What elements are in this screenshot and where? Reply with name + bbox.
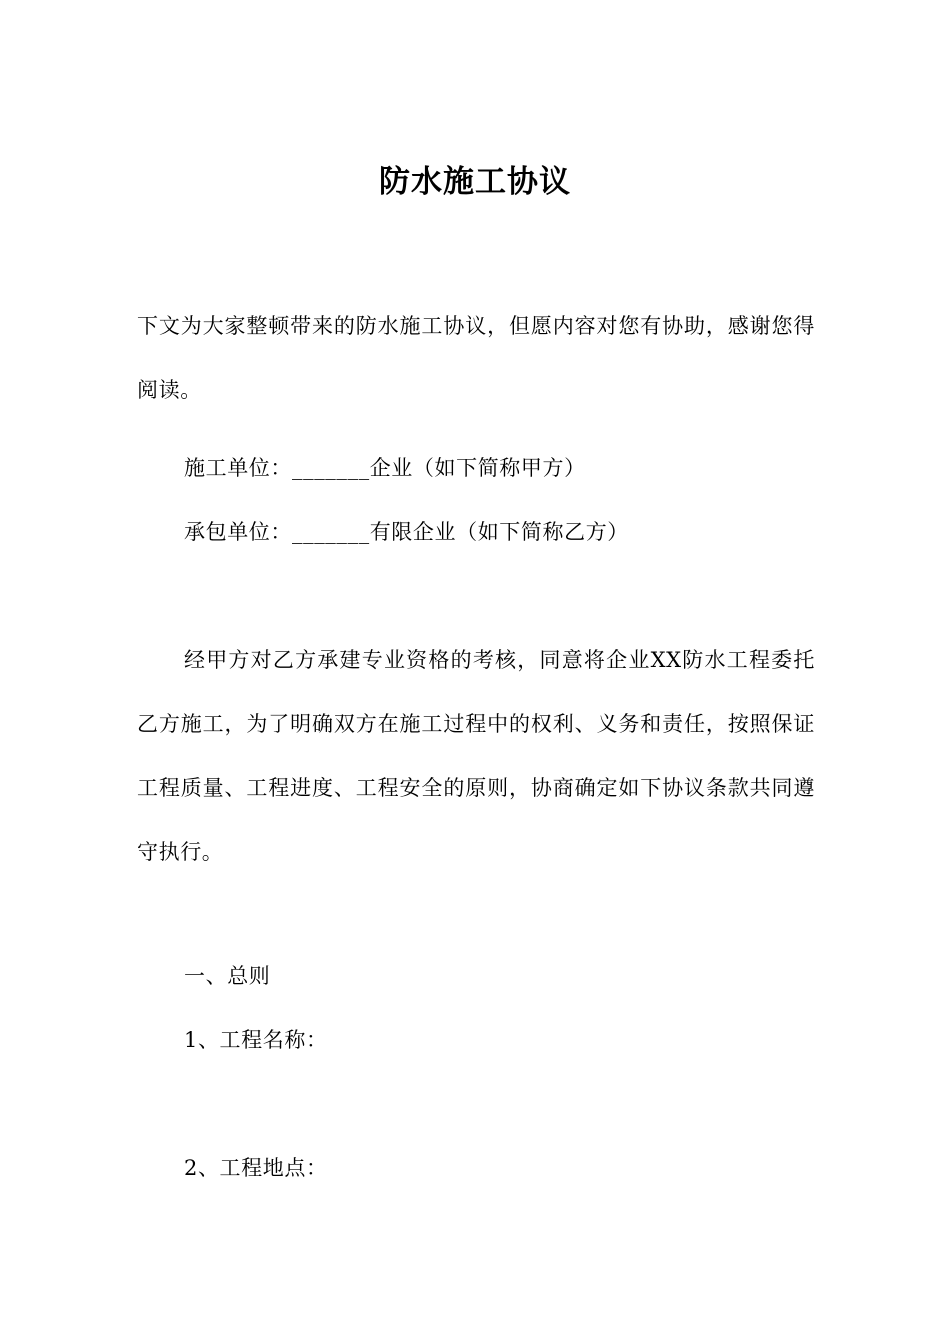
- item-project-name: 1、工程名称：: [184, 1028, 328, 1052]
- section-heading: 一、总则: [184, 964, 271, 988]
- party-a-line: 施工单位：_______企业（如下简称甲方）: [184, 456, 586, 480]
- intro-paragraph: 下文为大家整顿带来的防水施工协议，但愿内容对您有协助，感谢您得阅读。: [137, 314, 815, 402]
- item-project-location: 2、工程地点：: [184, 1156, 328, 1180]
- preamble-paragraph: 经甲方对乙方承建专业资格的考核，同意将企业XX防水工程委托乙方施工，为了明确双方在施工过程中的权利、义务和责任，按照保证工程质量、工程进度、工程安全的原则，协商确定如下协议条款共同遵守执行。: [137, 648, 815, 864]
- party-b-line: 承包单位：_______有限企业（如下简称乙方）: [184, 520, 629, 544]
- document-title: 防水施工协议: [379, 164, 571, 200]
